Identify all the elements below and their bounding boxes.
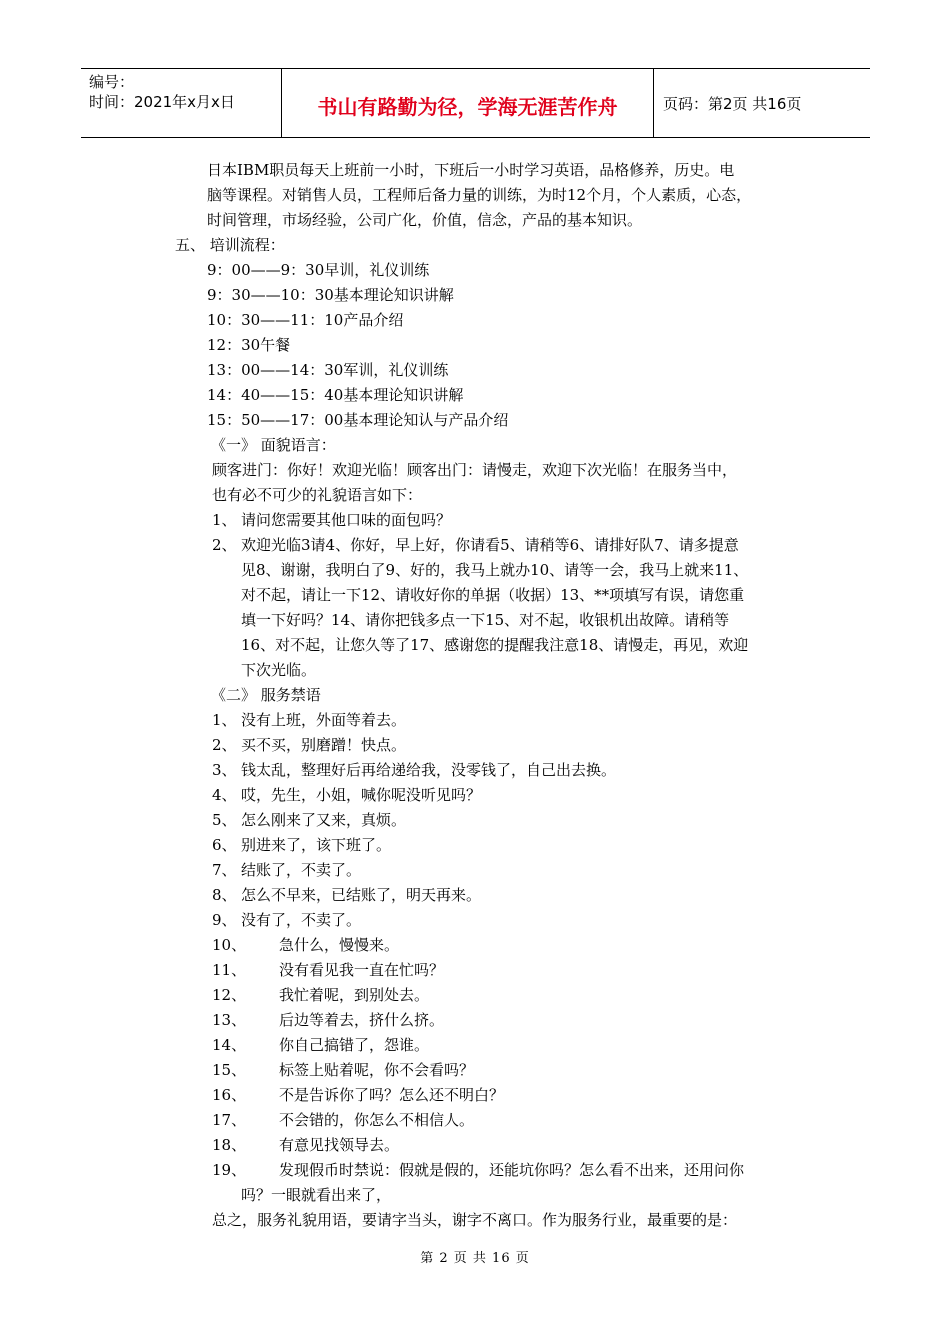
list-number: 16、: [212, 1086, 247, 1104]
schedule-item: 13：00——14：30军训，礼仪训练: [207, 361, 449, 379]
subsection-title: 《一》 面貌语言：: [211, 436, 336, 454]
list-item: 发现假币时禁说：假就是假的，还能坑你吗？怎么看不出来，还用问你: [279, 1161, 745, 1179]
list-number: 12、: [212, 986, 247, 1004]
list-item: 对不起，请让一下12、请收好你的单据（收据）13、**项填写有误，请您重: [241, 586, 745, 604]
list-number: 8、: [212, 886, 237, 904]
paragraph-line: 顾客进门：你好！欢迎光临！顾客出门：请慢走，欢迎下次光临！在服务当中，: [212, 461, 738, 479]
motto: 书山有路勤为径，学海无涯苦作舟: [317, 95, 618, 119]
list-item: 怎么不早来，已结账了，明天再来。: [241, 886, 482, 904]
list-item: 填一下好吗？14、请你把钱多点一下15、对不起，收银机出故障。请稍等: [241, 611, 730, 629]
header-motto-cell: [282, 69, 654, 137]
list-item: 没有看见我一直在忙吗？: [279, 961, 445, 979]
list-item: 欢迎光临3请4、你好，早上好，你请看5、请稍等6、请排好队7、请多提意: [241, 536, 739, 554]
intro-line: 脑等课程。对销售人员，工程师后备力量的训练，为时12个月，个人素质，心态，: [207, 186, 752, 204]
page-footer: 第 2 页 共 16 页: [420, 1251, 530, 1266]
schedule-item: 9：00——9：30早训，礼仪训练: [207, 261, 430, 279]
list-number: 11、: [212, 961, 247, 979]
list-item: 见8、谢谢，我明白了9、好的，我马上就办10、请等一会，我马上就来11、: [241, 561, 749, 579]
list-number: 5、: [212, 811, 237, 829]
list-item: 没有上班，外面等着去。: [241, 711, 407, 729]
list-item: 有意见找领导去。: [279, 1136, 400, 1154]
document-number: 编号：: [89, 73, 135, 91]
list-number: 4、: [212, 786, 237, 804]
list-item: 哎，先生，小姐，喊你呢没听见吗？: [241, 786, 482, 804]
list-number: 19、: [212, 1161, 247, 1179]
list-item: 标签上贴着呢，你不会看吗？: [279, 1061, 475, 1079]
list-item: 别进来了，该下班了。: [241, 836, 392, 854]
list-item: 怎么刚来了又来，真烦。: [241, 811, 407, 829]
list-item: 我忙着呢，到别处去。: [279, 986, 430, 1004]
header-page-cell: [654, 69, 870, 137]
section-title: 五、 培训流程：: [175, 236, 285, 254]
schedule-item: 10：30——11：10产品介绍: [207, 311, 404, 329]
list-item: 不会错的，你怎么不相信人。: [279, 1111, 475, 1129]
intro-line: 日本IBM职员每天上班前一小时，下班后一小时学习英语，品格修养，历史。电: [207, 161, 735, 179]
paragraph-line: 也有必不可少的礼貌语言如下：: [212, 486, 423, 504]
list-number: 6、: [212, 836, 237, 854]
list-item: 钱太乱，整理好后再给递给我，没零钱了，自己出去换。: [241, 761, 617, 779]
list-item: 急什么，慢慢来。: [279, 936, 400, 954]
schedule-item: 15：50——17：00基本理论知认与产品介绍: [207, 411, 509, 429]
subsection-title: 《二》 服务禁语: [211, 686, 321, 704]
schedule-item: 12：30午餐: [207, 336, 291, 354]
schedule-item: 9：30——10：30基本理论知识讲解: [207, 286, 454, 304]
list-number: 14、: [212, 1036, 247, 1054]
list-number: 17、: [212, 1111, 247, 1129]
list-item: 后边等着去，挤什么挤。: [279, 1011, 445, 1029]
list-number: 1、: [212, 511, 237, 529]
list-number: 9、: [212, 911, 237, 929]
intro-line: 时间管理，市场经验，公司广化，价值，信念，产品的基本知识。: [207, 211, 643, 229]
list-item: 你自己搞错了，怨谁。: [279, 1036, 430, 1054]
list-item: 请问您需要其他口味的面包吗？: [241, 511, 452, 529]
list-number: 2、: [212, 536, 237, 554]
list-item: 下次光临。: [241, 661, 317, 679]
list-item: 买不买，别磨蹭！快点。: [241, 736, 407, 754]
list-item: 结账了，不卖了。: [241, 861, 362, 879]
summary-line: 总之，服务礼貌用语，要请字当头，谢字不离口。作为服务行业，最重要的是：: [212, 1211, 738, 1229]
list-number: 1、: [212, 711, 237, 729]
document-time: 时间：2021年x月x日: [89, 93, 235, 111]
list-number: 2、: [212, 736, 237, 754]
list-number: 15、: [212, 1061, 247, 1079]
schedule-item: 14：40——15：40基本理论知识讲解: [207, 386, 464, 404]
list-number: 18、: [212, 1136, 247, 1154]
list-number: 10、: [212, 936, 247, 954]
list-number: 13、: [212, 1011, 247, 1029]
list-item: 没有了，不卖了。: [241, 911, 362, 929]
list-item-continuation: 吗？一眼就看出来了，: [241, 1186, 392, 1204]
list-number: 7、: [212, 861, 237, 879]
list-item: 16、对不起，让您久等了17、感谢您的提醒我注意18、请慢走，再见，欢迎: [241, 636, 749, 654]
page-info: 页码：第2页 共16页: [663, 95, 802, 113]
list-item: 不是告诉你了吗？怎么还不明白？: [279, 1086, 505, 1104]
header-meta-cell: [81, 69, 282, 137]
list-number: 3、: [212, 761, 237, 779]
page-header: [81, 68, 870, 138]
